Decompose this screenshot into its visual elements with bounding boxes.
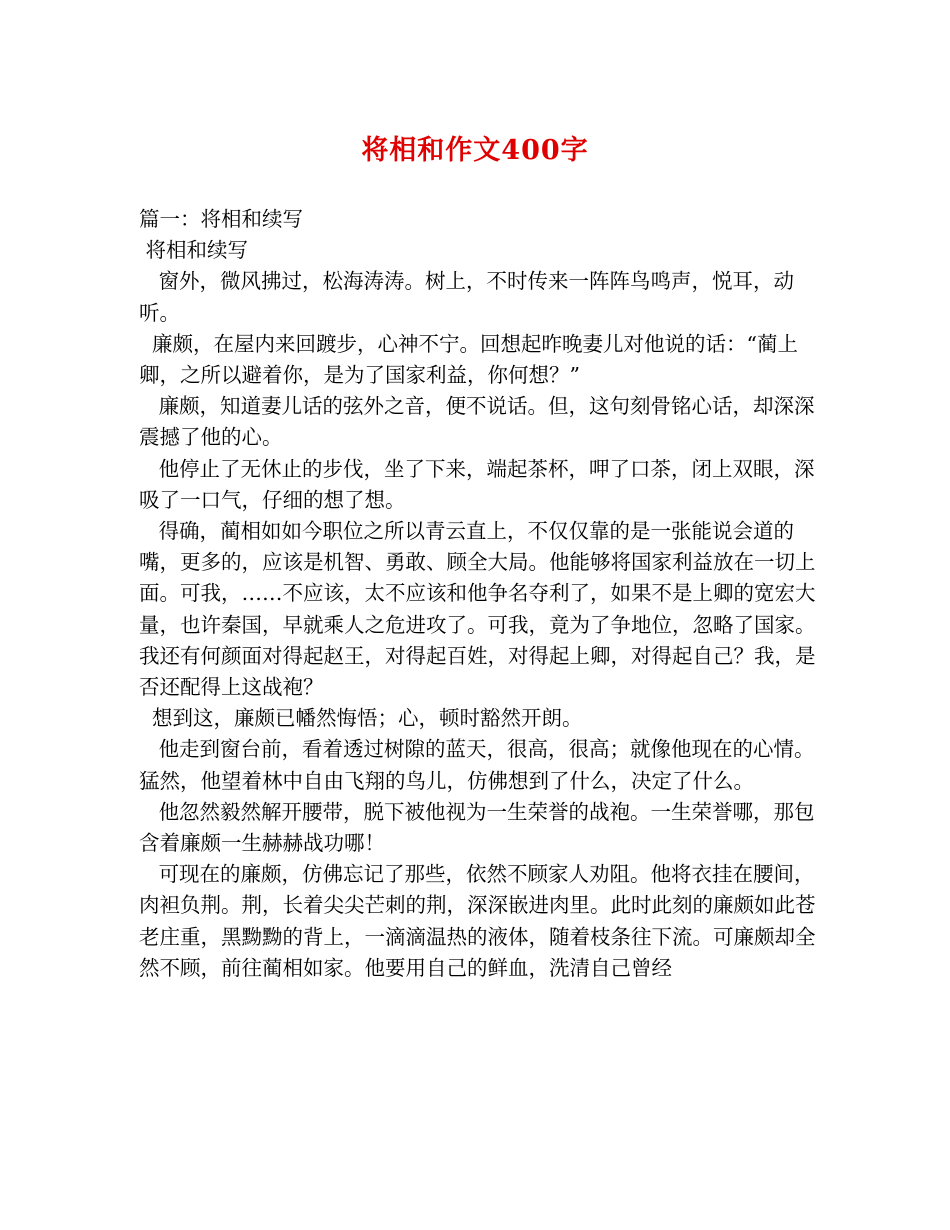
- paragraph: 廉颇，在屋内来回踱步，心神不宁。回想起昨晚妻儿对他说的话：“蔺上卿，之所以避着你，是为了国家利益，你何想？”: [139, 331, 799, 388]
- paragraph-subtitle: 将相和续写: [139, 238, 249, 263]
- paragraph: 想到这，廉颇已幡然悔悟；心，顿时豁然开朗。: [139, 706, 583, 731]
- document-body: [139, 204, 829, 984]
- paragraph: 可现在的廉颇，仿佛忘记了那些，依然不顾家人劝阻。他将衣挂在腰间，肉袒负荆。荆，长着尖尖芒刺的荆，深深嵌进肉里。此时此刻的廉颇如此苍老庄重，黑黝黝的背上，一滴滴温热的液体，随着枝条往下流。可廉颇却全然不顾，前往蔺相如家。他要用自己的鲜血，洗清自己曾经: [139, 862, 816, 980]
- paragraph: 窗外，微风拂过，松海涛涛。树上，不时传来一阵阵鸟鸣声，悦耳，动听。: [139, 269, 795, 325]
- paragraph: 廉颇，知道妻儿话的弦外之音，便不说话。但，这句刻骨铭心话，却深深震撼了他的心。: [139, 394, 815, 450]
- paragraph: 得确，蔺相如如今职位之所以青云直上，不仅仅靠的是一张能说会道的嘴，更多的，应该是机智、勇敢、顾全大局。他能够将国家利益放在一切上面。可我，……不应该，太不应该和他争名夺利了，如果不是上卿的宽宏大量，也许秦国，早就乘人之危进攻了。可我，竟为了争地位，忽略了国家。我还有何颜面对得起赵王，对得起百姓，对得起上卿，对得起自己？我，是否还配得上这战袍？: [139, 519, 816, 700]
- document-title: 将相和作文400字: [361, 135, 589, 166]
- paragraph-section-heading: 篇一：将相和续写: [139, 207, 303, 231]
- paragraph: 他走到窗台前，看着透过树隙的蓝天，很高，很高；就像他现在的心情。猛然，他望着林中自由飞翔的鸟儿，仿佛想到了什么，决定了什么。: [139, 737, 815, 793]
- paragraph: 他忽然毅然解开腰带，脱下被他视为一生荣誉的战袍。一生荣誉哪，那包含着廉颇一生赫赫战功哪！: [139, 799, 815, 856]
- paragraph: 他停止了无休止的步伐，坐了下来，端起茶杯，呷了口茶，闭上双眼，深吸了一口气，仔细的想了想。: [139, 456, 815, 512]
